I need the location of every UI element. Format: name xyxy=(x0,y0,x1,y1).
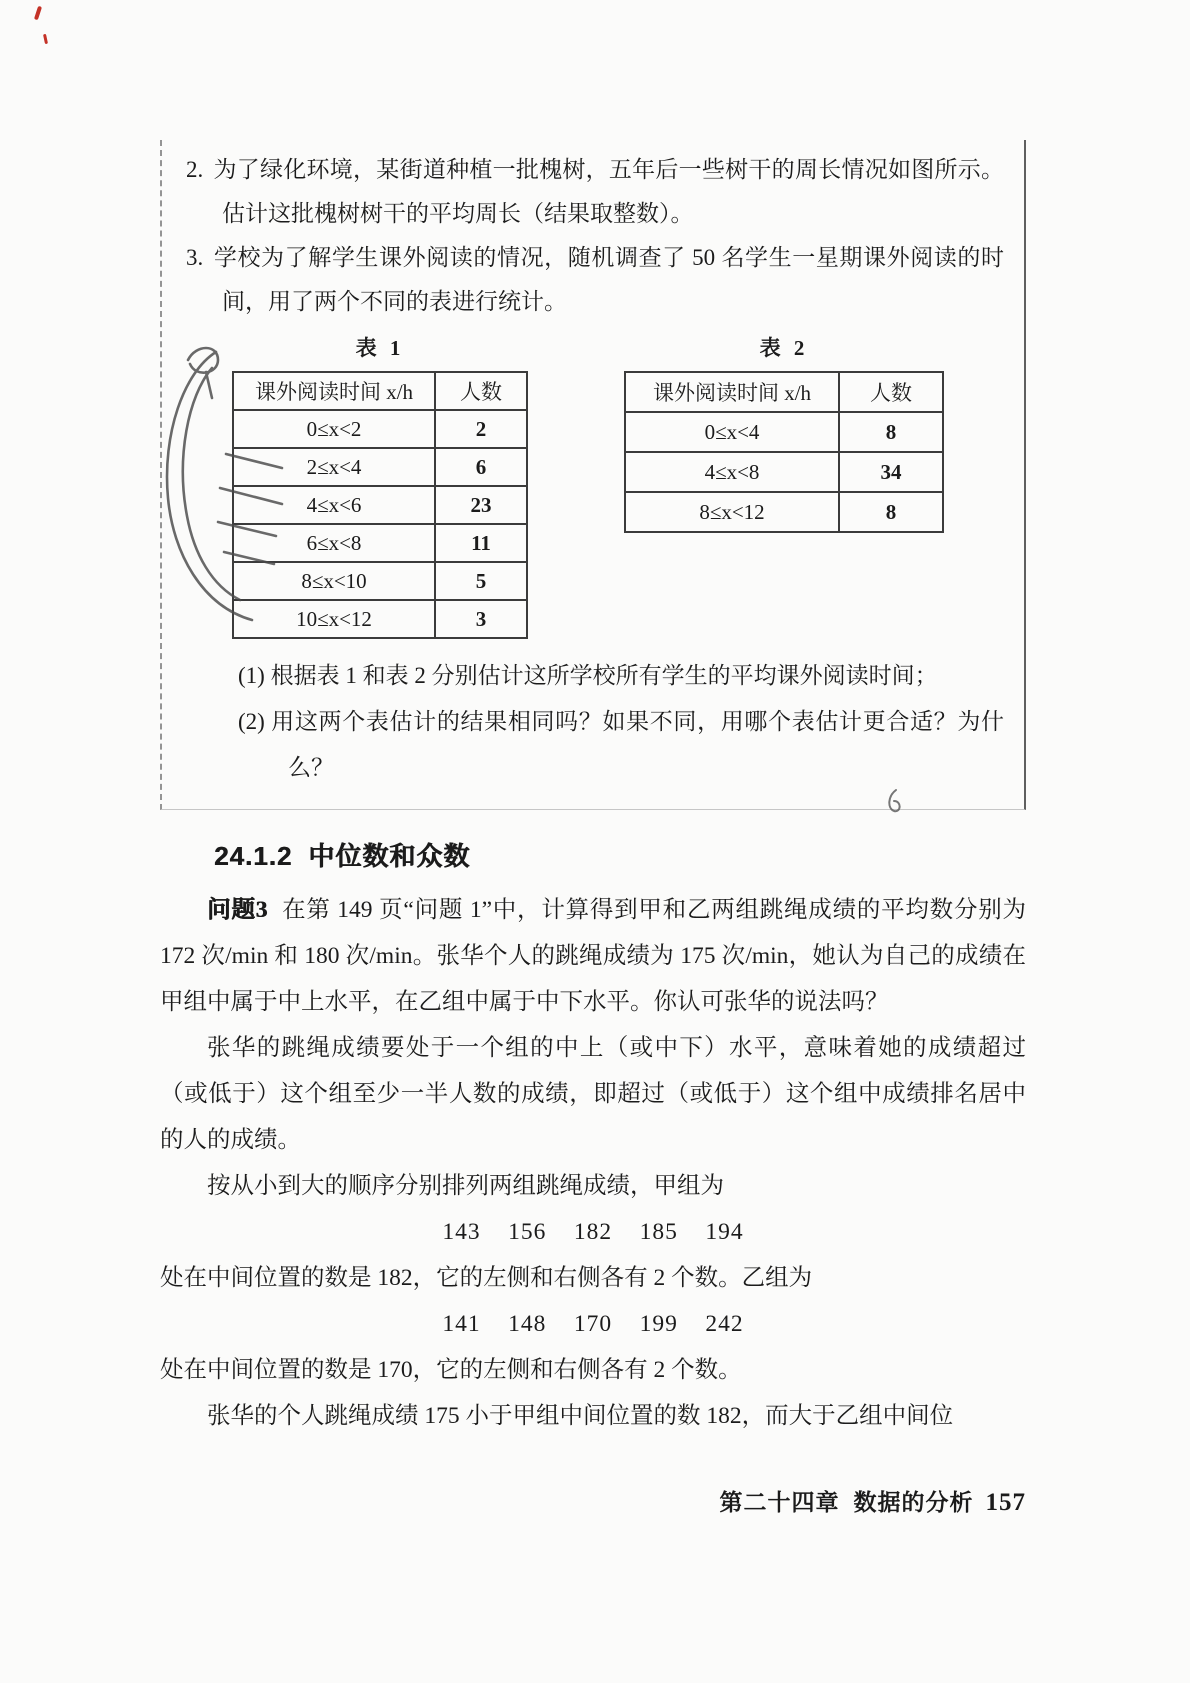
lesson-section xyxy=(160,836,1026,1439)
table-row xyxy=(233,600,527,638)
table2-header-time: 课外阅读时间 x/h xyxy=(625,372,839,412)
paragraph-median-a: 处在中间位置的数是 182，它的左侧和右侧各有 2 个数。乙组为 xyxy=(160,1265,813,1291)
count-cell: 2 xyxy=(435,410,527,448)
count-cell: 8 xyxy=(839,412,943,452)
page-footer xyxy=(160,1484,1026,1517)
table1 xyxy=(232,371,528,639)
table-row xyxy=(625,412,943,452)
interval-cell: 2≤x<4 xyxy=(233,448,435,486)
exercise-box xyxy=(160,140,1026,810)
table2-caption: 表 2 xyxy=(759,336,809,360)
footer-book-title: 数据的分析 xyxy=(853,1489,974,1515)
problem-paragraph-text: 在第 149 页“问题 1”中，计算得到甲和乙两组跳绳成绩的平均数分别为 172 次/min 和 180 次/min。张华个人的跳绳成绩为 175 次/min，她认为自己的成绩在甲组中属于中上水平，在乙组中属于中下水平。你认可张华的说法吗？ xyxy=(160,897,1026,1015)
table-row xyxy=(233,524,527,562)
problem-2-number: 2. xyxy=(186,157,204,182)
problem-label: 问题3 xyxy=(207,897,268,923)
table-row xyxy=(233,562,527,600)
table1-header-count: 人数 xyxy=(435,372,527,410)
red-scan-artifact xyxy=(43,34,48,44)
count-cell: 34 xyxy=(839,452,943,492)
interval-cell: 8≤x<10 xyxy=(233,562,435,600)
table-row xyxy=(625,452,943,492)
count-cell: 6 xyxy=(435,448,527,486)
section-number: 24.1.2 xyxy=(214,841,293,871)
pen-mark xyxy=(882,787,908,817)
problem-3-number: 3. xyxy=(186,245,204,270)
count-cell: 23 xyxy=(435,486,527,524)
table-header-row xyxy=(625,372,943,412)
table-row xyxy=(233,486,527,524)
interval-cell: 6≤x<8 xyxy=(233,524,435,562)
table1-caption: 表 1 xyxy=(355,336,405,360)
section-heading xyxy=(214,836,1026,873)
sequence-group-b: 141 148 170 199 242 xyxy=(442,1311,744,1337)
interval-cell: 0≤x<4 xyxy=(625,412,839,452)
tables-row xyxy=(186,332,1004,639)
count-cell: 5 xyxy=(435,562,527,600)
table-header-row xyxy=(233,372,527,410)
table2 xyxy=(624,371,944,533)
table-row xyxy=(625,492,943,532)
interval-cell: 4≤x<8 xyxy=(625,452,839,492)
problem-paragraph xyxy=(160,887,1026,1025)
sub-question-1: (1) 根据表 1 和表 2 分别估计这所学校所有学生的平均课外阅读时间； xyxy=(238,663,938,688)
table2-column xyxy=(624,332,944,533)
sequence-group-a: 143 156 182 185 194 xyxy=(442,1219,744,1245)
table2-header-count: 人数 xyxy=(839,372,943,412)
table-row xyxy=(233,410,527,448)
problem-3-text: 学校为了解学生课外阅读的情况，随机调查了 50 名学生一星期课外阅读的时间，用了两个不同的表进行统计。 xyxy=(213,245,1004,314)
paragraph-conclusion: 张华的个人跳绳成绩 175 小于甲组中间位置的数 182，而大于乙组中间位 xyxy=(207,1403,954,1429)
interval-cell: 10≤x<12 xyxy=(233,600,435,638)
table1-column xyxy=(232,332,528,639)
problem-3 xyxy=(186,236,1004,324)
paragraph-median-b: 处在中间位置的数是 170，它的左侧和右侧各有 2 个数。 xyxy=(160,1357,742,1383)
page-content xyxy=(160,140,1026,1439)
interval-cell: 8≤x<12 xyxy=(625,492,839,532)
problem-2-text: 为了绿化环境，某街道种植一批槐树，五年后一些树干的周长情况如图所示。估计这批槐树树干的平均周长（结果取整数）。 xyxy=(213,157,1004,226)
page-number: 157 xyxy=(985,1489,1026,1516)
count-cell: 8 xyxy=(839,492,943,532)
interval-cell: 4≤x<6 xyxy=(233,486,435,524)
problem-2 xyxy=(186,148,1004,236)
table-row xyxy=(233,448,527,486)
paragraph-explanation: 张华的跳绳成绩要处于一个组的中上（或中下）水平，意味着她的成绩超过（或低于）这个组至少一半人数的成绩，即超过（或低于）这个组中成绩排名居中的人的成绩。 xyxy=(160,1035,1026,1153)
count-cell: 3 xyxy=(435,600,527,638)
red-scan-artifact xyxy=(34,6,42,21)
footer-chapter: 第二十四章 xyxy=(719,1489,840,1515)
section-title: 中位数和众数 xyxy=(308,841,471,871)
paragraph-order-intro: 按从小到大的顺序分别排列两组跳绳成绩，甲组为 xyxy=(207,1173,724,1199)
count-cell: 11 xyxy=(435,524,527,562)
sub-question-2: (2) 用这两个表估计的结果相同吗？如果不同，用哪个表估计更合适？为什么？ xyxy=(238,709,1004,780)
table1-header-time: 课外阅读时间 x/h xyxy=(233,372,435,410)
interval-cell: 0≤x<2 xyxy=(233,410,435,448)
